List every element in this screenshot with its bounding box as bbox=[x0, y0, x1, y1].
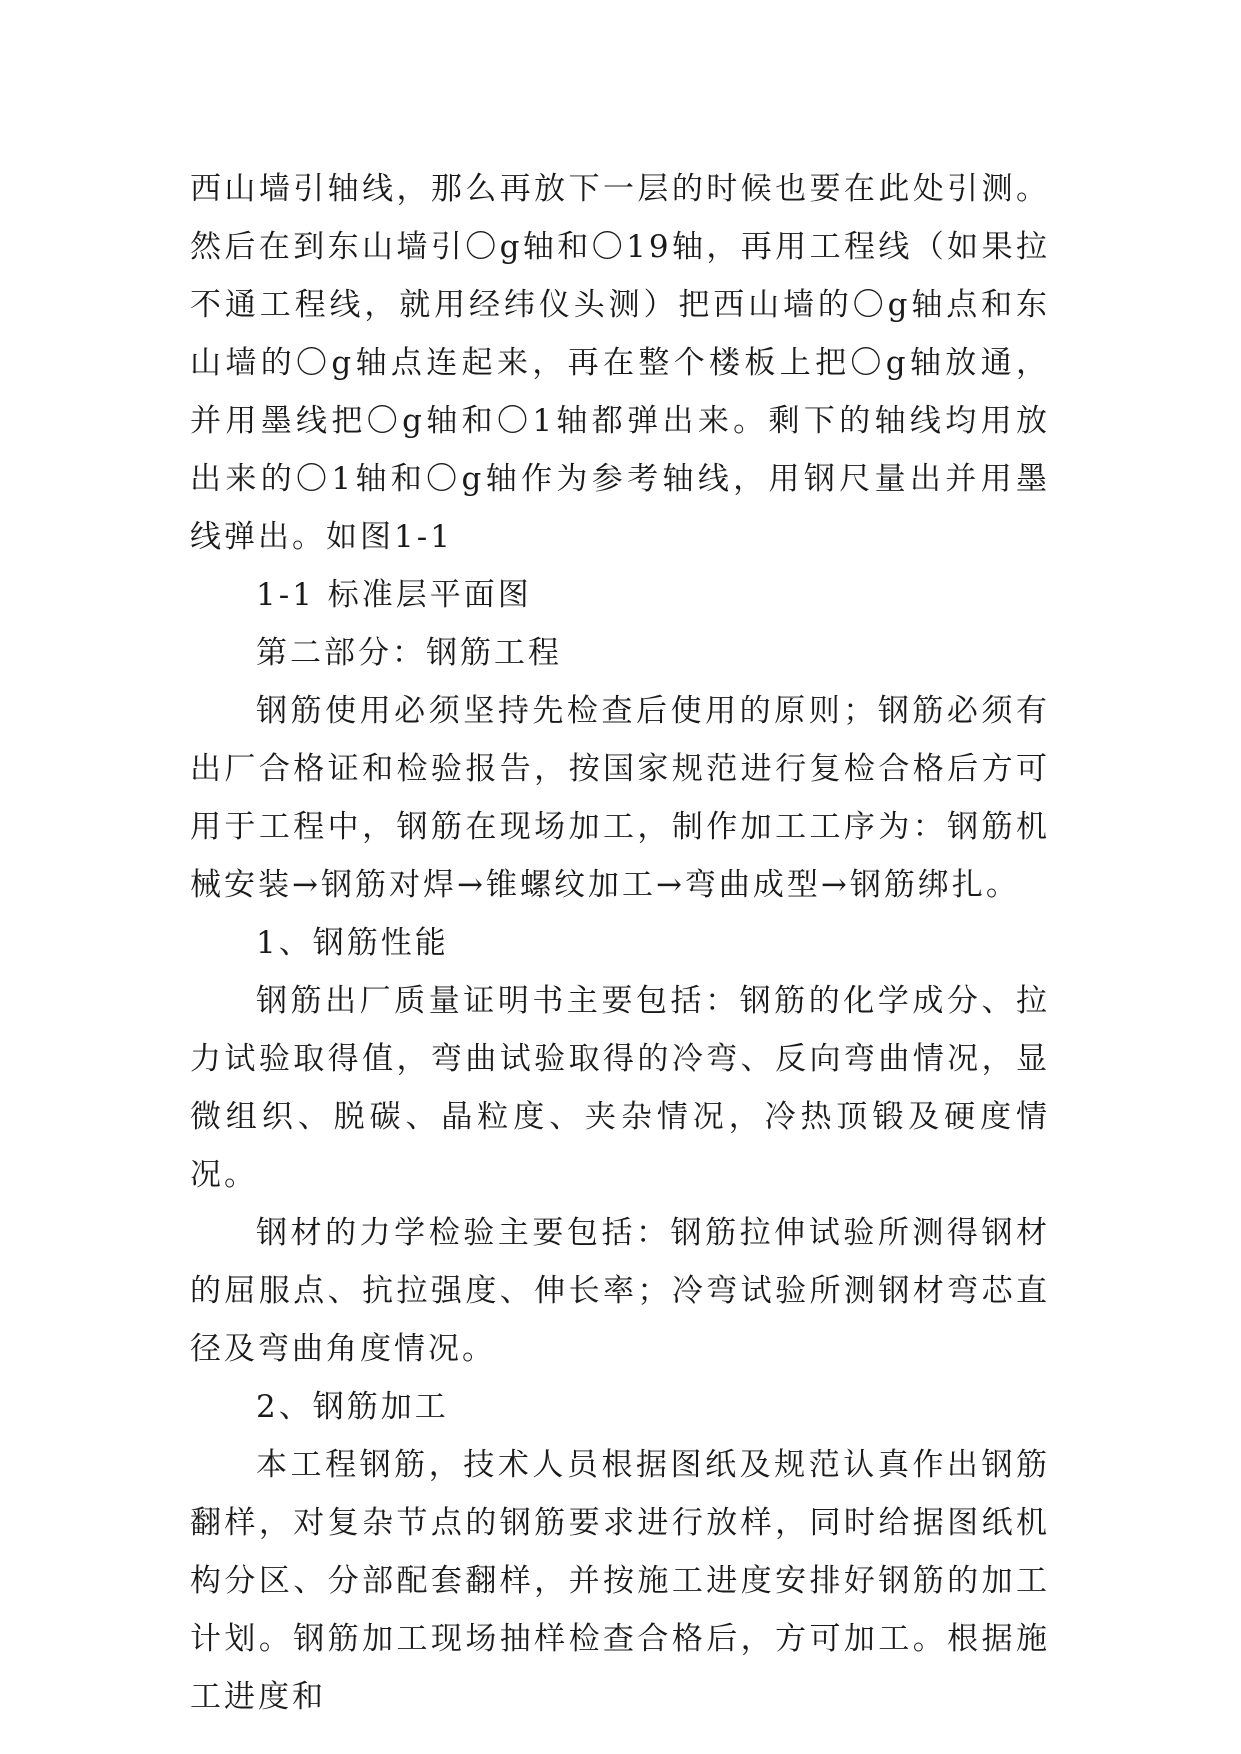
document-body bbox=[190, 160, 1050, 1726]
paragraph-rebar-usage: 钢筋使用必须坚持先检查后使用的原则；钢筋必须有出厂合格证和检验报告，按国家规范进行复检合格后方可用于工程中，钢筋在现场加工，制作加工工序为：钢筋机械安装→钢筋对焊→锥螺纹加工→弯曲成型→钢筋绑扎。 bbox=[190, 693, 1050, 903]
subheading-rebar-processing: 2、钢筋加工 bbox=[256, 1389, 449, 1425]
subheading-rebar-properties: 1、钢筋性能 bbox=[256, 925, 449, 961]
paragraph-axis-layout: 西山墙引轴线，那么再放下一层的时候也要在此处引测。然后在到东山墙引〇g轴和〇19轴，再用工程线（如果拉不通工程线，就用经纬仪头测）把西山墙的〇g轴点和东山墙的〇g轴点连起来，再在整个楼板上把〇g轴放通，并用墨线把〇g轴和〇1轴都弹出来。剩下的轴线均用放出来的〇1轴和〇g轴作为参考轴线，用钢尺量出并用墨线弹出。如图1-1 bbox=[190, 171, 1050, 555]
paragraph-mechanical-testing: 钢材的力学检验主要包括：钢筋拉伸试验所测得钢材的屈服点、抗拉强度、伸长率；冷弯试验所测钢材弯芯直径及弯曲角度情况。 bbox=[190, 1215, 1050, 1367]
paragraph-quality-certificate: 钢筋出厂质量证明书主要包括：钢筋的化学成分、拉力试验取得值，弯曲试验取得的冷弯、反向弯曲情况，显微组织、脱碳、晶粒度、夹杂情况，冷热顶锻及硬度情况。 bbox=[190, 983, 1050, 1193]
figure-caption: 1-1 标准层平面图 bbox=[256, 577, 532, 613]
paragraph-rebar-processing: 本工程钢筋，技术人员根据图纸及规范认真作出钢筋翻样，对复杂节点的钢筋要求进行放样，同时给据图纸机构分区、分部配套翻样，并按施工进度安排好钢筋的加工计划。钢筋加工现场抽样检查合格后，方可加工。根据施工进度和 bbox=[190, 1447, 1050, 1715]
section-heading-rebar: 第二部分：钢筋工程 bbox=[256, 635, 562, 671]
